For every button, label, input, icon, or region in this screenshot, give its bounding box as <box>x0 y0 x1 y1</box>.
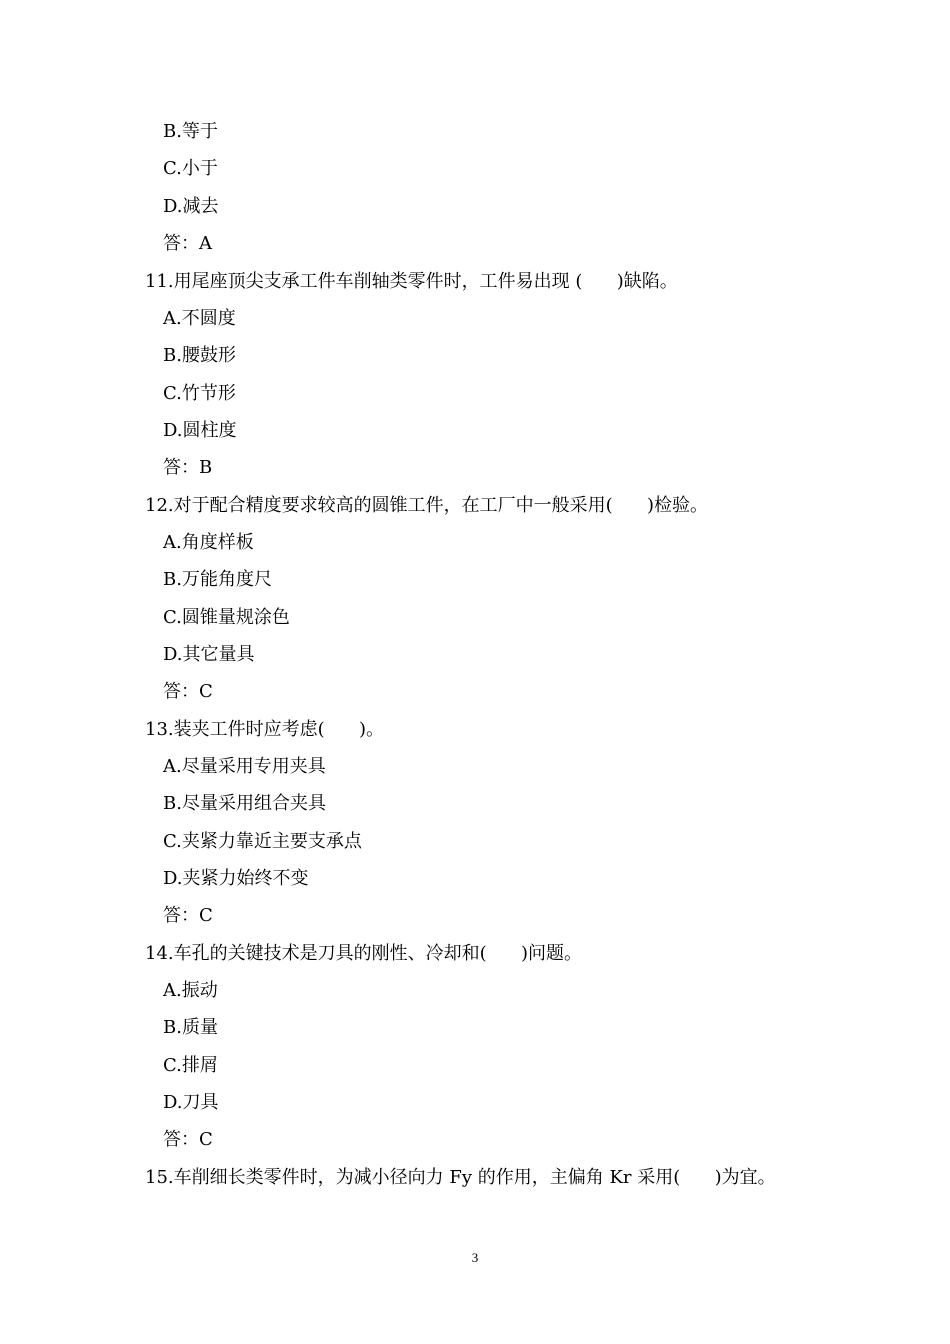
question-text: 15.车削细长类零件时，为减小径向力 Fy 的作用，主偏角 Kr 采用( )为宜。 <box>145 1167 776 1188</box>
answer: 答：A <box>163 233 212 254</box>
option-d: D.刀具 <box>163 1092 219 1113</box>
option-b: B.质量 <box>163 1017 218 1038</box>
option-b: B.腰鼓形 <box>163 345 236 366</box>
option-c: C.排屑 <box>163 1055 218 1076</box>
option-a: A.不圆度 <box>163 308 236 329</box>
option-c: C.夹紧力靠近主要支承点 <box>163 831 362 852</box>
question-text: 14.车孔的关键技术是刀具的刚性、冷却和( )问题。 <box>145 943 582 964</box>
option-d: D.夹紧力始终不变 <box>163 868 309 889</box>
option-a: A.角度样板 <box>163 532 254 553</box>
question-text: 13.装夹工件时应考虑( )。 <box>145 719 385 740</box>
option-d: D.圆柱度 <box>163 420 237 441</box>
option-b: B.万能角度尺 <box>163 569 272 590</box>
answer: 答：C <box>163 905 213 926</box>
answer: 答：C <box>163 1129 213 1150</box>
answer: 答：B <box>163 457 213 478</box>
option-c: C.小于 <box>163 158 218 179</box>
answer: 答：C <box>163 681 213 702</box>
option-c: C.竹节形 <box>163 383 236 404</box>
option-a: A.尽量采用专用夹具 <box>163 756 326 777</box>
question-text: 12.对于配合精度要求较高的圆锥工件，在工厂中一般采用( )检验。 <box>145 495 708 516</box>
option-a: A.振动 <box>163 980 218 1001</box>
question-text: 11.用尾座顶尖支承工件车削轴类零件时，工件易出现 ( )缺陷。 <box>145 271 678 292</box>
page-number: 3 <box>471 1250 479 1265</box>
option-d: D.其它量具 <box>163 644 255 665</box>
option-d: D.减去 <box>163 196 219 217</box>
option-b: B.等于 <box>163 121 218 142</box>
option-c: C.圆锥量规涂色 <box>163 607 290 628</box>
option-b: B.尽量采用组合夹具 <box>163 793 326 814</box>
